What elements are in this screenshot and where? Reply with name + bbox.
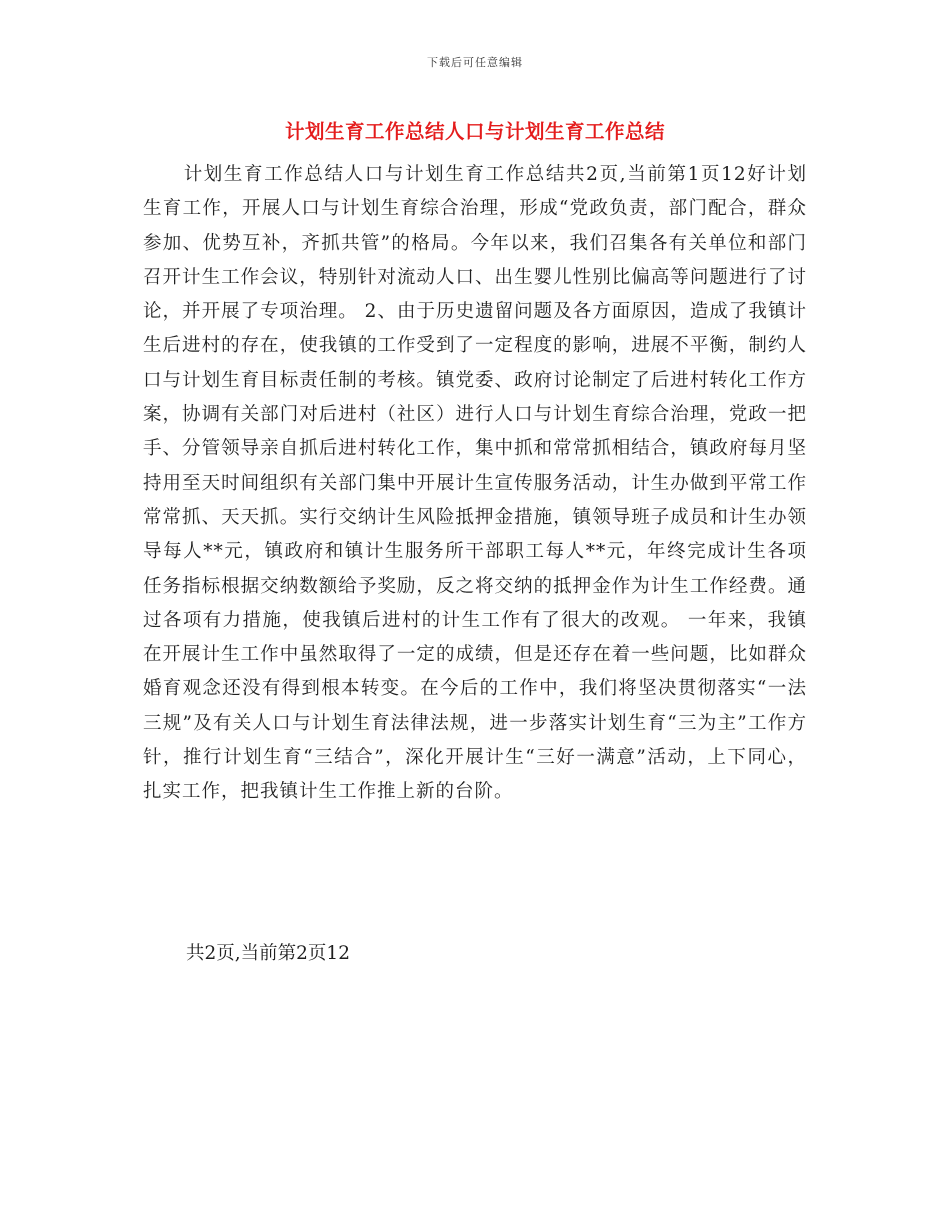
document-title: 计划生育工作总结人口与计划生育工作总结 — [284, 120, 665, 143]
document-body-paragraph: 计划生育工作总结人口与计划生育工作总结共2页,当前第1页12好计划生育工作，开展人口与计划生育综合治理，形成“党政负责，部门配合，群众参加、优势互补，齐抓共管”的格局。今年以来，我们召集各有关单位和部门召开计生工作会议，特别针对流动人口、出生婴儿性别比偏高等问题进行了讨论，并开展了专项治理。 2、由于历史遗留问题及各方面原因，造成了我镇计生后进村的存在，使我镇的工作受到了一定程度的影响，进展不平衡，制约人口与计划生育目标责任制的考核。镇党委、政府讨论制定了后进村转化工作方案，协调有关部门对后进村（社区）进行人口与计划生育综合治理，党政一把手、分管领导亲自抓后进村转化工作，集中抓和常常抓相结合，镇政府每月坚持用至天时间组织有关部门集中开展计生宣传服务活动，计生办做到平常工作常常抓、天天抓。实行交纳计生风险抵押金措施，镇领导班子成员和计生办领导每人**元，镇政府和镇计生服务所干部职工每人**元，年终完成计生各项任务指标根据交纳数额给予奖励，反之将交纳的抵押金作为计生工作经费。通过各项有力措施，使我镇后进村的计生工作有了很大的改观。 一年来，我镇在开展计生工作中虽然取得了一定的成绩，但是还存在着一些问题，比如群众婚育观念还没有得到根本转变。在今后的工作中，我们将坚决贯彻落实“一法三规”及有关人口与计划生育法律法规，进一步落实计划生育“三为主”工作方针，推行计划生育“三结合”，深化开展计生“三好一满意”活动，上下同心，扎实工作，把我镇计生工作推上新的台阶。 — [143, 164, 807, 803]
page-footer-text: 共2页,当前第2页12 — [186, 943, 350, 964]
page-header-note: 下载后可任意编辑 — [427, 56, 523, 69]
